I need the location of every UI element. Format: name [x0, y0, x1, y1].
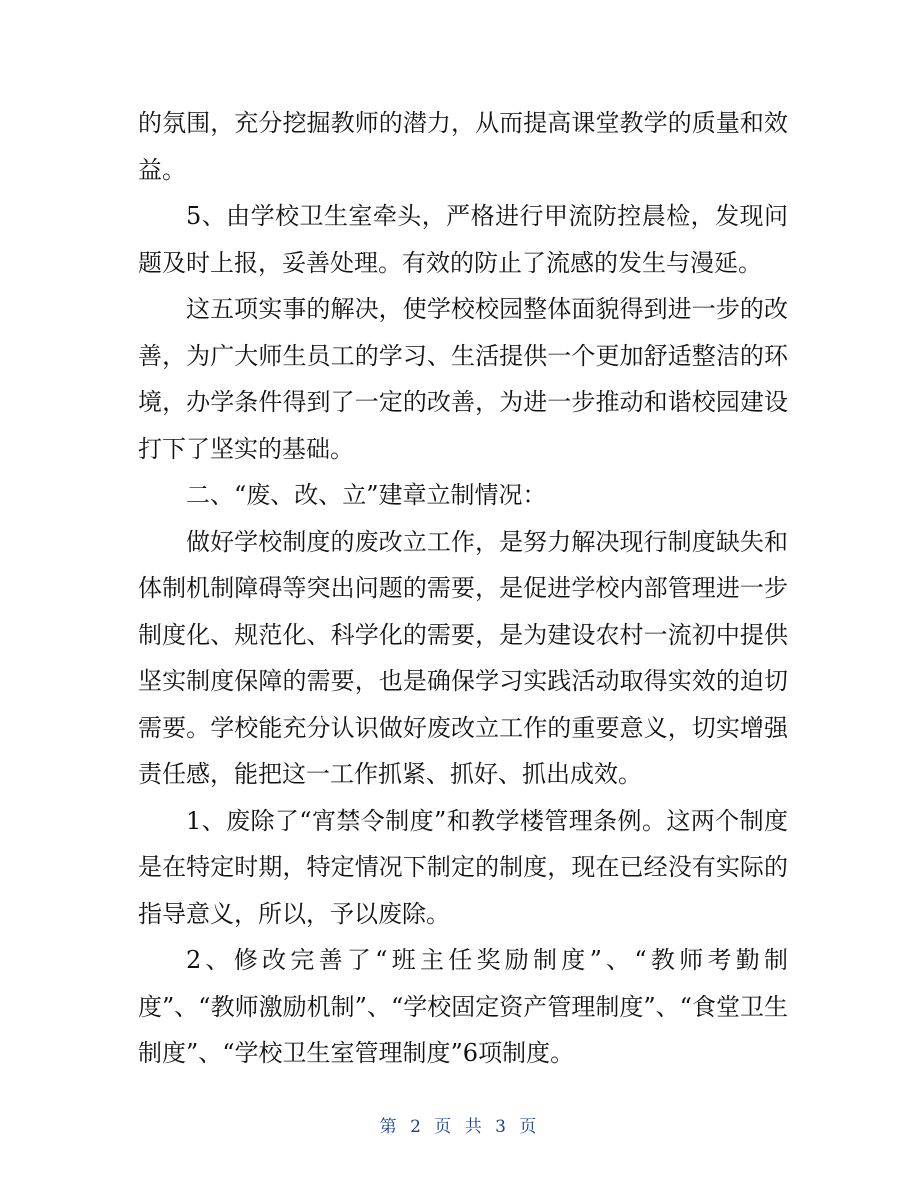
paragraph-6: 1、废除了“宵禁令制度”和教学楼管理条例。这两个制度是在特定时期，特定情况下制定的制度，现在已经没有实际的指导意义，所以，予以废除。	[138, 806, 788, 928]
section-heading: 二、“废、改、立”建章立制情况：	[186, 481, 547, 509]
paragraph-1: 的氛围，充分挖掘教师的潜力，从而提高课堂教学的质量和效益。	[138, 109, 788, 184]
paragraph-2: 5、由学校卫生室牵头，严格进行甲流防控晨检，发现问题及时上报，妥善处理。有效的防止了流感的发生与漫延。	[138, 202, 788, 277]
paragraph-7: 2、修改完善了“班主任奖励制度”、“教师考勤制度”、“教师激励机制”、“学校固定资产管理制度”、“食堂卫生制度”、“学校卫生室管理制度”6项制度。	[138, 946, 788, 1067]
page-number-footer: 第 2 页 共 3 页	[379, 1117, 541, 1137]
paragraph-3: 这五项实事的解决，使学校校园整体面貌得到进一步的改善，为广大师生员工的学习、生活提供一个更加舒适整洁的环境，办学条件得到了一定的改善，为进一步推动和谐校园建设打下了坚实的基础。	[138, 295, 788, 463]
paragraph-5: 做好学校制度的废改立工作，是努力解决现行制度缺失和体制机制障碍等突出问题的需要，是促进学校内部管理进一步制度化、规范化、科学化的需要，是为建设农村一流初中提供坚实制度保障的需要，也是确保学习实践活动取得实效的迫切需要。学校能充分认识做好废改立工作的重要意义，切实增强责任感，能把这一工作抓紧、抓好、抓出成效。	[138, 527, 788, 788]
document-body	[138, 100, 788, 1077]
